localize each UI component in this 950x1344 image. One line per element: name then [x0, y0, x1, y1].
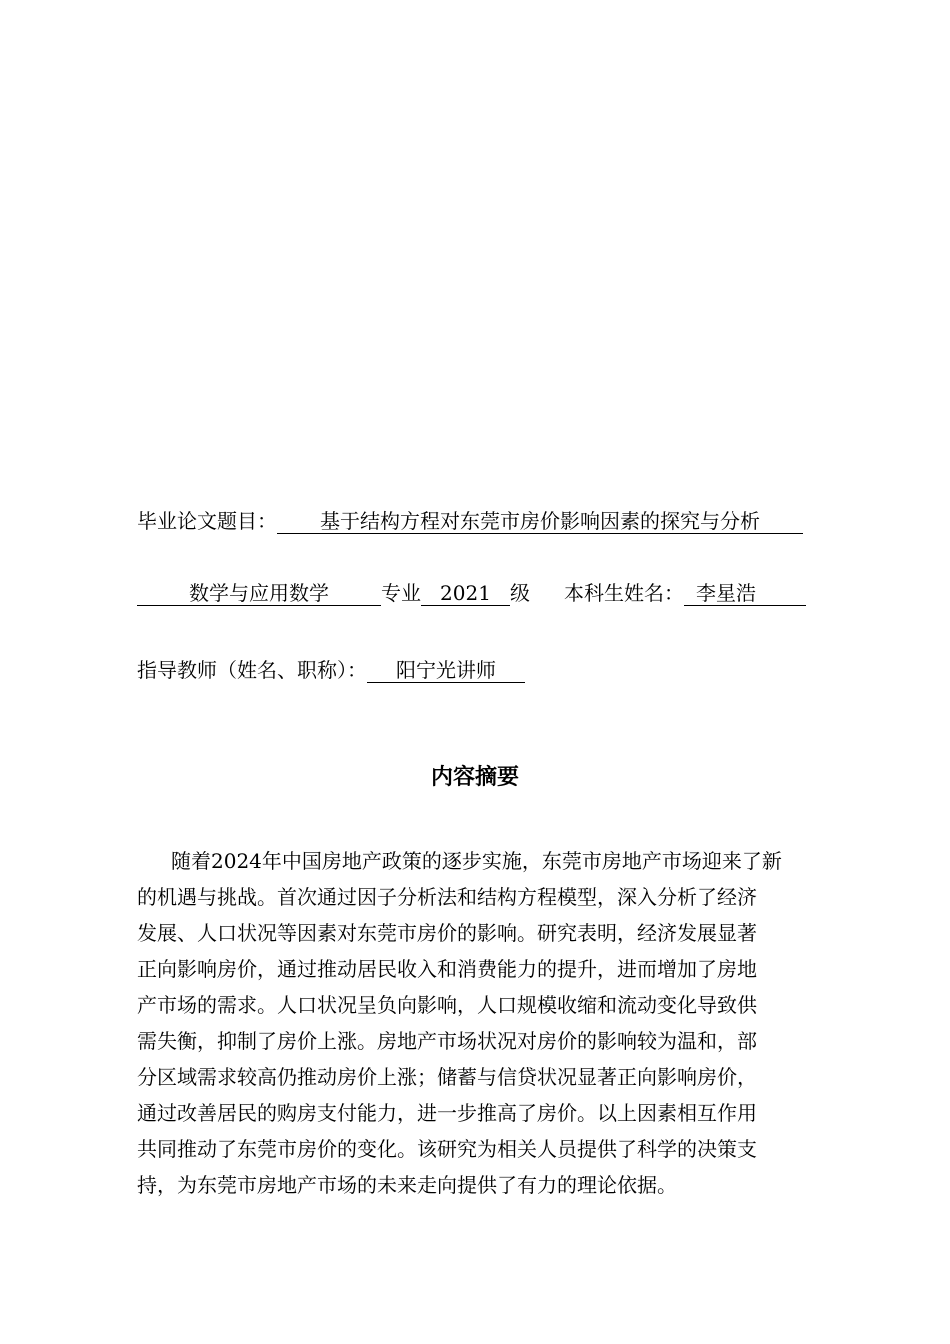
abstract-line: 通过改善居民的购房支付能力，进一步推高了房价。以上因素相互作用 [137, 1101, 757, 1125]
thesis-title-row [137, 506, 803, 536]
abstract-line: 的机遇与挑战。首次通过因子分析法和结构方程模型，深入分析了经济 [137, 885, 757, 909]
abstract-body [137, 843, 851, 1203]
abstract-line: 正向影响房价，通过推动居民收入和消费能力的提升，进而增加了房地 [137, 957, 757, 981]
advisor-value: 阳宁光讲师 [367, 658, 525, 683]
abstract-line: 产市场的需求。人口状况呈负向影响，人口规模收缩和流动变化导致供 [137, 993, 757, 1017]
abstract-line: 随着2024年中国房地产政策的逐步实施，东莞市房地产市场迎来了新 [171, 849, 782, 873]
abstract-line: 持，为东莞市房地产市场的未来走向提供了有力的理论依据。 [137, 1173, 677, 1197]
student-name-text: 李星浩 [696, 581, 756, 605]
abstract-heading: 内容摘要 [430, 765, 519, 790]
major-label: 专业 [381, 581, 421, 605]
student-name-value [684, 581, 806, 606]
abstract-line: 发展、人口状况等因素对东莞市房价的影响。研究表明，经济发展显著 [137, 921, 757, 945]
thesis-title-value: 基于结构方程对东莞市房价影响因素的探究与分析 [277, 509, 803, 534]
abstract-line: 分区域需求较高仍推动房价上涨；储蓄与信贷状况显著正向影响房价， [137, 1065, 757, 1089]
major-value: 数学与应用数学 [137, 581, 381, 606]
thesis-title-label: 毕业论文题目： [137, 509, 277, 533]
abstract-line: 需失衡，抑制了房价上涨。房地产市场状况对房价的影响较为温和，部 [137, 1029, 757, 1053]
student-info-row [137, 578, 806, 608]
year-value: 2021 [421, 581, 510, 606]
advisor-row [137, 655, 525, 685]
student-name-label: 本科生姓名： [564, 581, 684, 605]
year-label: 级 [510, 581, 530, 605]
abstract-line: 共同推动了东莞市房价的变化。该研究为相关人员提供了科学的决策支 [137, 1137, 757, 1161]
advisor-label: 指导教师（姓名、职称）： [137, 658, 367, 682]
